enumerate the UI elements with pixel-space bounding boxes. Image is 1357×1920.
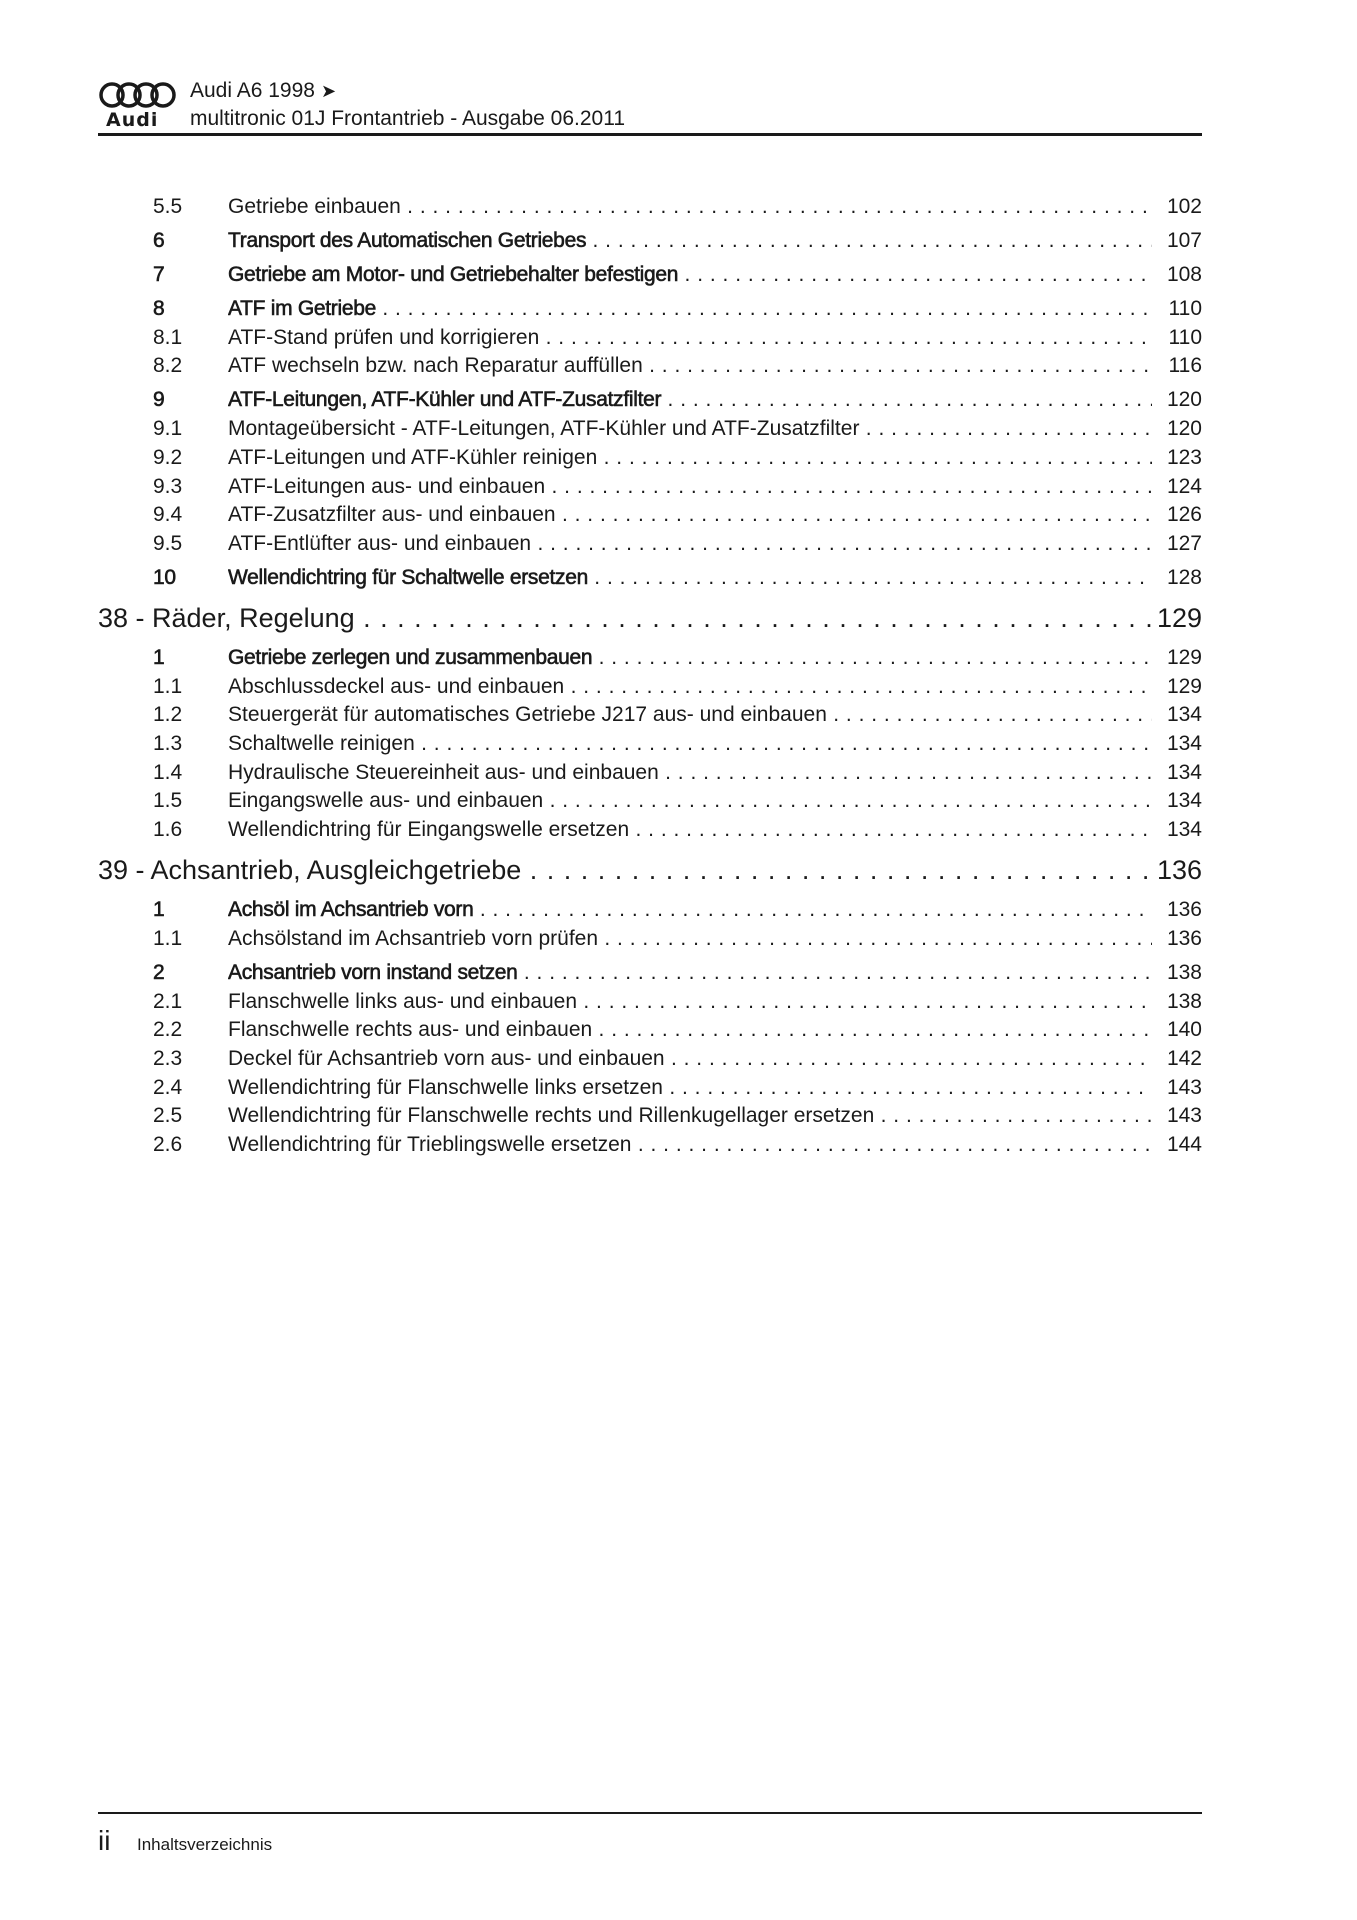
toc-entry[interactable] — [98, 262, 1202, 288]
toc-entry-page: 143 — [1166, 1075, 1202, 1099]
toc-entry[interactable] — [98, 353, 1202, 379]
toc-entry-title — [228, 788, 1152, 814]
toc-entry[interactable] — [98, 325, 1202, 351]
toc-entry-title-text: ATF-Entlüfter aus- und einbauen — [228, 531, 532, 555]
toc-entry-page: 134 — [1166, 789, 1202, 813]
toc-entry-number: 1.6 — [153, 818, 183, 842]
toc-entry-title — [228, 960, 1152, 986]
audi-rings-icon — [98, 80, 178, 110]
page-header — [98, 78, 1202, 134]
toc-entry-title-text: Wellendichtring für Flanschwelle rechts und Rillenkugellager ersetzen — [228, 1104, 875, 1128]
toc-entry-page: 138 — [1166, 989, 1202, 1013]
toc-entry[interactable] — [98, 731, 1202, 757]
toc-entry-title — [228, 674, 1152, 700]
toc-entry-title — [228, 474, 1152, 500]
toc-entry-page: 138 — [1166, 960, 1202, 984]
toc-entry-title-text: Wellendichtring für Eingangswelle ersetzen — [228, 818, 630, 842]
toc-entry[interactable] — [98, 897, 1202, 923]
toc-entry-number: 2 — [153, 960, 165, 984]
toc-entry-title-text: Wellendichtring für Schaltwelle ersetzen — [228, 565, 588, 589]
toc-entry-number: 8.1 — [153, 325, 183, 349]
toc-entry[interactable] — [98, 989, 1202, 1015]
footer-page-number: ii — [98, 1825, 111, 1856]
toc-entry-page: 123 — [1166, 445, 1202, 469]
toc-entry-title-text: Achsölstand im Achsantrieb vorn prüfen — [228, 926, 599, 950]
toc-entry[interactable] — [98, 1075, 1202, 1101]
toc-entry-page: 110 — [1168, 325, 1202, 349]
toc-entry-number: 2.3 — [153, 1046, 183, 1070]
toc-chapter[interactable] — [98, 853, 1202, 887]
toc-entry-title — [228, 1075, 1152, 1101]
model-text: Audi A6 1998 — [190, 79, 315, 102]
toc-entry-page: 144 — [1166, 1133, 1202, 1156]
toc-entry-page: 136 — [1156, 855, 1202, 886]
toc-entry-title-text: Hydraulische Steuereinheit aus- und einbauen — [228, 760, 659, 784]
header-divider — [98, 133, 1202, 136]
toc-entry-title-text: Wellendichtring für Flanschwelle links ersetzen — [228, 1075, 663, 1099]
toc-entry-page: 143 — [1166, 1104, 1202, 1128]
toc-entry-number: 2.2 — [153, 1018, 183, 1042]
toc-entry-page: 102 — [1166, 195, 1202, 218]
toc-entry-title — [228, 731, 1152, 757]
toc-entry-page: 134 — [1166, 760, 1202, 784]
toc-entry-title-text: ATF-Leitungen aus- und einbauen — [228, 474, 546, 498]
toc-entry[interactable] — [98, 817, 1202, 843]
toc-entry-number: 1.5 — [153, 789, 183, 813]
toc-entry[interactable] — [98, 565, 1202, 591]
toc-entry-page: 134 — [1166, 703, 1202, 727]
toc-chapter[interactable] — [98, 601, 1202, 635]
toc-entry-title-text: 39 - Achsantrieb, Ausgleichgetriebe — [98, 855, 522, 886]
manual-subtitle: multitronic 01J Frontantrieb - Ausgabe 06.2011 — [190, 107, 626, 130]
toc-entry-title — [228, 1103, 1152, 1129]
toc-entry-page: 134 — [1166, 818, 1202, 842]
audi-wordmark: Audi — [106, 109, 159, 131]
toc-entry-title-text: 38 - Räder, Regelung — [98, 602, 355, 633]
toc-entry-title-text: Transport des Automatischen Getriebes — [228, 229, 587, 252]
toc-entry-number: 9.1 — [153, 417, 183, 441]
toc-entry-title — [228, 228, 1152, 254]
toc-entry-title-text: Wellendichtring für Trieblingswelle ersetzen — [228, 1133, 632, 1156]
toc-entry-page: 136 — [1166, 898, 1202, 922]
toc-entry[interactable] — [98, 1046, 1202, 1072]
toc-entry[interactable] — [98, 760, 1202, 786]
toc-entry-title-text: Flanschwelle links aus- und einbauen — [228, 989, 578, 1013]
toc-entry-page: 136 — [1166, 926, 1202, 950]
toc-entry-page: 140 — [1166, 1018, 1202, 1042]
toc-entry-title-text: Achsöl im Achsantrieb vorn — [228, 898, 474, 922]
toc-entry[interactable] — [98, 228, 1202, 254]
toc-entry-number: 10 — [153, 565, 176, 589]
toc-entry-title-text: ATF-Zusatzfilter aus- und einbauen — [228, 503, 556, 527]
toc-entry[interactable] — [98, 1132, 1202, 1158]
toc-entry-number: 6 — [153, 229, 165, 252]
toc-entry-title — [228, 531, 1152, 557]
toc-entry-title — [228, 502, 1152, 528]
toc-entry-title — [228, 645, 1152, 671]
footer-divider — [98, 1812, 1202, 1814]
toc-entry[interactable] — [98, 960, 1202, 986]
toc-entry[interactable] — [98, 1103, 1202, 1129]
toc-entry-page: 129 — [1156, 602, 1202, 633]
toc-entry-title-text: Getriebe am Motor- und Getriebehalter befestigen — [228, 263, 679, 286]
toc-entry-number: 7 — [153, 263, 165, 286]
toc-entry-page: 107 — [1166, 229, 1202, 252]
toc-entry-title-text: Getriebe zerlegen und zusammenbauen — [228, 645, 593, 669]
toc-entry-number: 9.5 — [153, 531, 183, 555]
toc-entry[interactable] — [98, 416, 1202, 442]
toc-entry-number: 2.1 — [153, 989, 183, 1013]
toc-entry-page: 124 — [1166, 474, 1202, 498]
toc-entry-title-text: Montageübersicht - ATF-Leitungen, ATF-Kühler und ATF-Zusatzfilter — [228, 417, 860, 441]
toc-entry-title — [228, 1132, 1152, 1158]
toc-entry-title — [228, 897, 1152, 923]
toc-entry-title — [228, 325, 1152, 351]
toc-entry[interactable] — [98, 926, 1202, 952]
toc-entry[interactable] — [98, 645, 1202, 671]
toc-entry-title-text: Achsantrieb vorn instand setzen — [228, 960, 518, 984]
toc-entry-title — [228, 194, 1152, 220]
toc-entry[interactable] — [98, 788, 1202, 814]
toc-entry-title-text: Steuergerät für automatisches Getriebe J217 aus- und einbauen — [228, 703, 827, 727]
toc-entry-title — [228, 926, 1152, 952]
toc-entry-title-text: Schaltwelle reinigen — [228, 732, 415, 755]
toc-entry-number: 2.6 — [153, 1133, 183, 1156]
toc-entry-page: 128 — [1166, 565, 1202, 589]
toc-entry-title — [228, 760, 1152, 786]
toc-entry-title — [228, 416, 1152, 442]
toc-entry-title-text: Flanschwelle rechts aus- und einbauen — [228, 1018, 593, 1042]
footer-section-label: Inhaltsverzeichnis — [137, 1835, 273, 1854]
toc-entry-title-text: ATF wechseln bzw. nach Reparatur auffüllen — [228, 354, 643, 378]
toc-entry-title — [228, 1017, 1152, 1043]
toc-entry-page: 120 — [1166, 388, 1202, 412]
vehicle-model — [190, 79, 336, 103]
audi-logo — [98, 78, 186, 132]
toc-entry-title — [228, 565, 1152, 591]
toc-entry-page: 120 — [1166, 417, 1202, 441]
toc-entry-title — [98, 853, 1156, 887]
toc-entry-title-text: ATF-Leitungen, ATF-Kühler und ATF-Zusatzfilter — [228, 388, 662, 412]
arrow-right-icon: ➤ — [320, 81, 337, 101]
toc-entry-title-text: ATF-Stand prüfen und korrigieren — [228, 325, 540, 349]
toc-entry-page: 129 — [1166, 674, 1202, 698]
toc-entry-page: 126 — [1166, 503, 1202, 527]
toc-entry-page: 108 — [1166, 263, 1202, 286]
toc-entry-number: 1 — [153, 898, 165, 922]
toc-entry[interactable] — [98, 1017, 1202, 1043]
toc-entry-number: 1.3 — [153, 732, 183, 755]
toc-entry-page: 134 — [1166, 732, 1202, 755]
toc-entry-number: 2.5 — [153, 1104, 183, 1128]
toc-entry[interactable] — [98, 502, 1202, 528]
toc-entry-title-text: Deckel für Achsantrieb vorn aus- und einbauen — [228, 1046, 665, 1070]
toc-entry-page: 129 — [1166, 645, 1202, 669]
toc-entry-number: 5.5 — [153, 195, 183, 218]
toc-entry[interactable] — [98, 702, 1202, 728]
toc-entry[interactable] — [98, 531, 1202, 557]
toc-entry[interactable] — [98, 296, 1202, 322]
toc-entry-title — [98, 601, 1156, 635]
toc-entry-title — [228, 445, 1152, 471]
toc-entry-title-text: ATF-Leitungen und ATF-Kühler reinigen — [228, 445, 598, 469]
toc-entry-title-text: Eingangswelle aus- und einbauen — [228, 789, 544, 813]
toc-entry[interactable] — [98, 194, 1202, 220]
toc-entry-title-text: ATF im Getriebe — [228, 297, 376, 320]
toc-entry-title — [228, 353, 1152, 379]
toc-entry-title — [228, 989, 1152, 1015]
toc-entry-number: 8.2 — [153, 354, 183, 378]
toc-entry-number: 8 — [153, 297, 165, 320]
toc-entry-number: 1.2 — [153, 703, 183, 727]
toc-entry-title — [228, 296, 1152, 322]
toc-entry-number: 9 — [153, 388, 165, 412]
toc-entry[interactable] — [98, 387, 1202, 413]
toc-entry[interactable] — [98, 674, 1202, 700]
toc-entry-title — [228, 1046, 1152, 1072]
toc-entry-title — [228, 387, 1152, 413]
toc-entry[interactable] — [98, 445, 1202, 471]
toc-entry-page: 116 — [1168, 354, 1202, 378]
toc-entry-title-text: Getriebe einbauen — [228, 195, 401, 218]
toc-entry-page: 142 — [1166, 1046, 1202, 1070]
toc-entry-title — [228, 817, 1152, 843]
toc-entry-title — [228, 702, 1152, 728]
toc-entry-number: 1.1 — [153, 926, 183, 950]
toc-entry-page: 127 — [1166, 531, 1202, 555]
toc-entry-page: 110 — [1168, 297, 1202, 320]
toc-entry-number: 9.2 — [153, 445, 183, 469]
toc-entry[interactable] — [98, 474, 1202, 500]
toc-entry-number: 9.3 — [153, 474, 183, 498]
toc-entry-title — [228, 262, 1152, 288]
toc-entry-number: 1.4 — [153, 760, 183, 784]
toc-entry-number: 1 — [153, 645, 165, 669]
toc-entry-title-text: Abschlussdeckel aus- und einbauen — [228, 674, 565, 698]
toc-entry-number: 1.1 — [153, 674, 183, 698]
toc-entry-number: 2.4 — [153, 1075, 183, 1099]
toc-entry-number: 9.4 — [153, 503, 183, 527]
